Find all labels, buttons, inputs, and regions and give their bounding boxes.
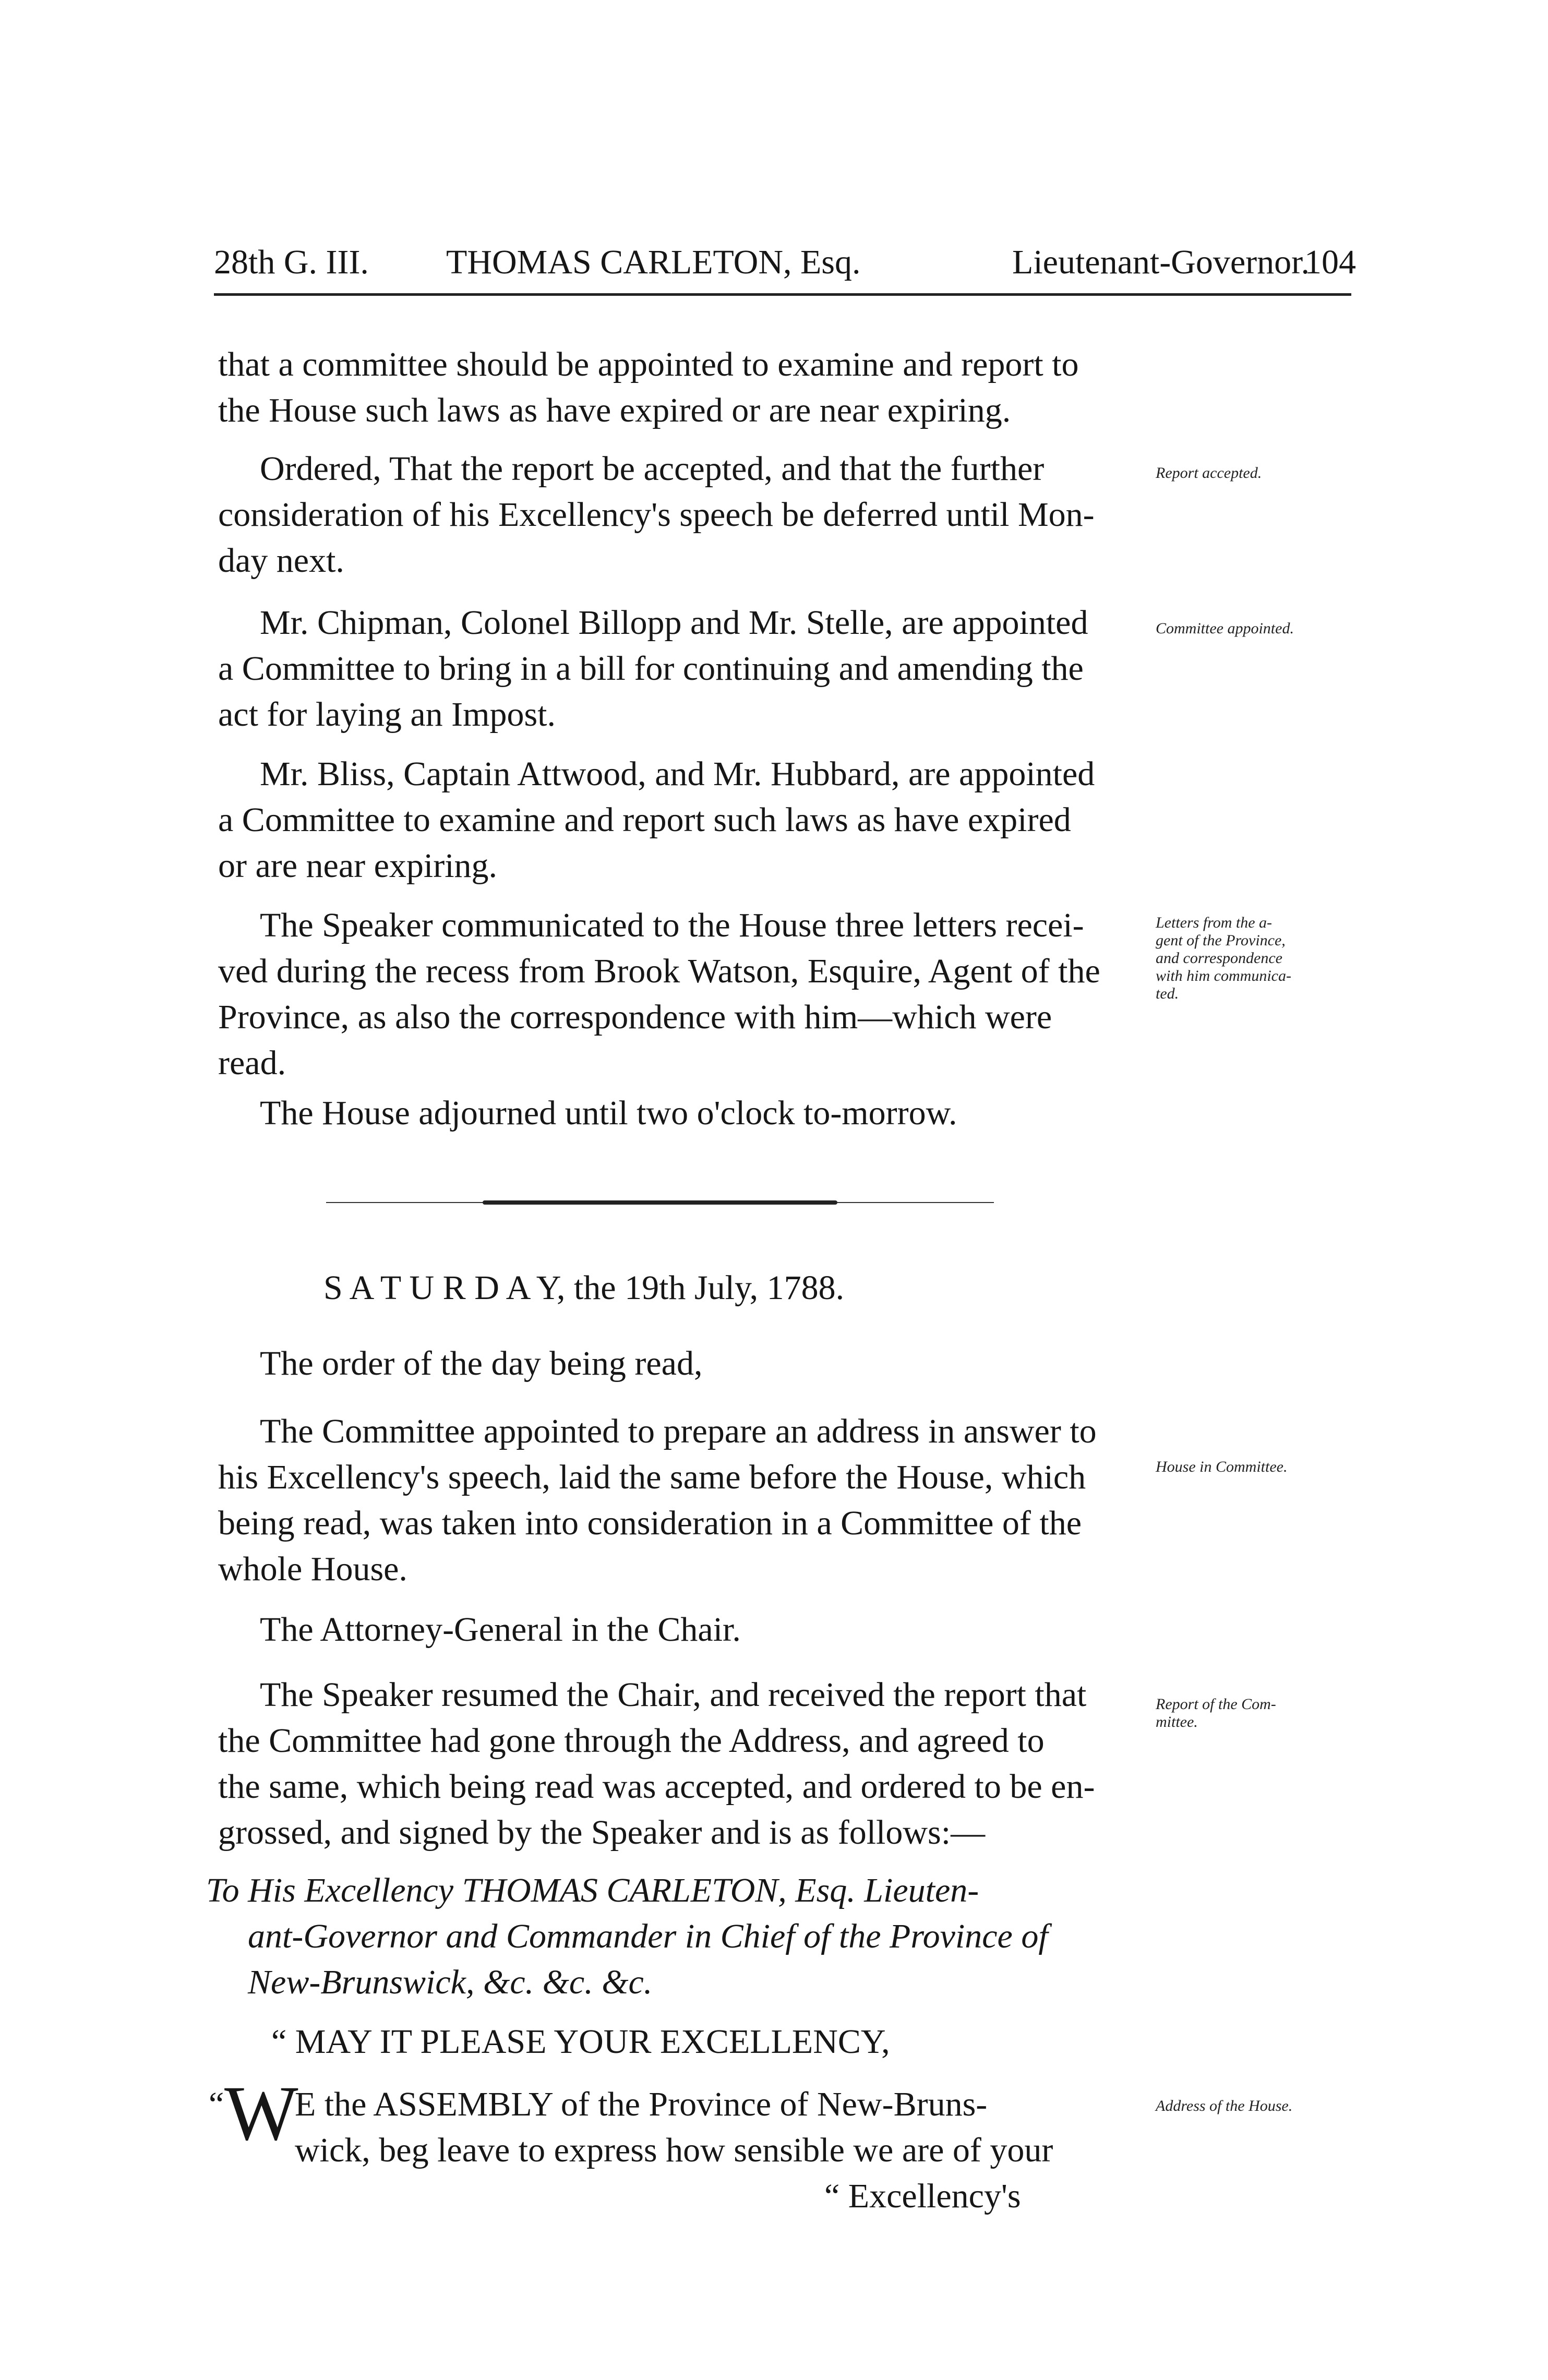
text-line: Ordered, That the report be accepted, and that the further	[260, 450, 1045, 488]
text-line: that a committee should be appointed to examine and report to	[218, 345, 1079, 383]
margin-note-address-of-house: Address of the House.	[1156, 2097, 1293, 2114]
margin-note-report-of-committee: Report of the Com- mittee.	[1156, 1696, 1276, 1730]
text-line: Province, as also the correspondence with him—which were	[218, 998, 1052, 1036]
text-line: ved during the recess from Brook Watson, Esquire, Agent of the	[218, 952, 1100, 990]
header-rule	[214, 293, 1351, 296]
text-line: the same, which being read was accepted, and ordered to be en-	[218, 1768, 1095, 1806]
text-line: The order of the day being read,	[260, 1344, 703, 1383]
open-quote: “	[209, 2085, 224, 2123]
salutation	[271, 2019, 1158, 2065]
date-heading	[323, 1265, 1106, 1311]
text-line: The Speaker resumed the Chair, and received the report that	[260, 1676, 1087, 1714]
paragraph-committee-laws	[218, 751, 1136, 889]
text-line: To His Excellency THOMAS CARLETON, Esq. Lieuten-	[206, 1871, 979, 1909]
text-line: The Committee appointed to prepare an address in answer to	[260, 1412, 1097, 1450]
text-line: or are near expiring.	[218, 847, 498, 885]
catchword: “ Excellency's	[824, 2177, 1021, 2215]
text-line: New-Brunswick, &c. &c. &c.	[248, 1963, 653, 2001]
margin-note-letters: Letters from the a- gent of the Province, and correspondence with him communica- ted.	[1156, 914, 1291, 1002]
paragraph-adjourned	[218, 1090, 1136, 1136]
paragraph-ordered	[218, 446, 1136, 584]
address-heading	[206, 1868, 1145, 2005]
text-line: consideration of his Excellency's speech be deferred until Mon-	[218, 496, 1095, 534]
paragraph-order-of-day	[218, 1341, 1136, 1387]
paragraph-chair	[218, 1607, 1136, 1653]
text-line: Mr. Bliss, Captain Attwood, and Mr. Hubbard, are appointed	[260, 755, 1095, 793]
text-line: Mr. Chipman, Colonel Billopp and Mr. Stelle, are appointed	[260, 604, 1088, 642]
text-line: read.	[218, 1044, 286, 1082]
text-line: The House adjourned until two o'clock to-morrow.	[260, 1094, 957, 1132]
text-line: wick, beg leave to express how sensible we are of your	[295, 2131, 1053, 2169]
text-line: his Excellency's speech, laid the same before the House, which	[218, 1458, 1086, 1496]
text-line: the Committee had gone through the Address, and agreed to	[218, 1722, 1045, 1760]
text-line: grossed, and signed by the Speaker and is as follows:—	[218, 1813, 986, 1852]
margin-note-committee-appointed: Committee appointed.	[1156, 620, 1294, 637]
text-line: “ MAY IT PLEASE YOUR EXCELLENCY,	[271, 2023, 890, 2061]
header-title: Lieutenant-Governor.	[1012, 243, 1310, 281]
text-line: whole House.	[218, 1550, 407, 1588]
paragraph-report	[218, 1672, 1136, 1856]
paragraph-committee-address	[218, 1409, 1136, 1592]
paragraph-continuation	[218, 342, 1136, 434]
text-line: a Committee to examine and report such laws as have expired	[218, 801, 1071, 839]
text-line: act for laying an Impost.	[218, 695, 556, 734]
text-line: a Committee to bring in a bill for continuing and amending the	[218, 650, 1084, 688]
running-header	[214, 237, 1356, 290]
text-line: ant-Governor and Commander in Chief of the Province of	[248, 1917, 1048, 1955]
text-line: being read, was taken into consideration in a Committee of the	[218, 1504, 1082, 1542]
margin-note-house-in-committee: House in Committee.	[1156, 1458, 1288, 1475]
text-line: The Speaker communicated to the House three letters recei-	[260, 906, 1084, 944]
drop-cap: W	[224, 2070, 298, 2157]
text-line: The Attorney-General in the Chair.	[260, 1610, 741, 1649]
paragraph-speaker-letters	[218, 903, 1136, 1086]
text-line: S A T U R D A Y, the 19th July, 1788.	[323, 1269, 845, 1307]
text-line: the House such laws as have expired or are near expiring.	[218, 391, 1011, 429]
header-name: THOMAS CARLETON, Esq.	[446, 243, 861, 281]
address-body	[209, 2070, 1137, 2219]
paragraph-committee-impost	[218, 600, 1136, 738]
section-separator	[326, 1200, 994, 1205]
margin-note-report-accepted: Report accepted.	[1156, 464, 1262, 482]
header-reign: 28th G. III.	[214, 243, 369, 281]
page-number: 104	[1304, 243, 1356, 281]
text-line: day next.	[218, 542, 344, 580]
text-line: E the ASSEMBLY of the Province of New-Bruns-	[295, 2085, 988, 2123]
